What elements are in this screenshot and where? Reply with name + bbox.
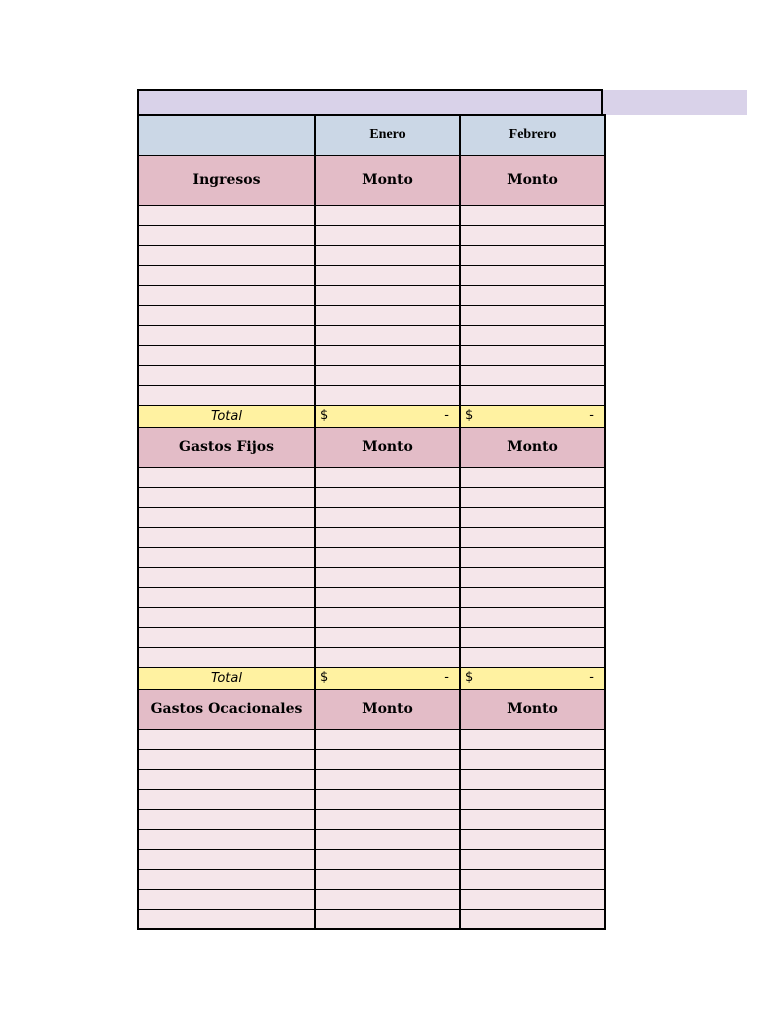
amount-header[interactable]: Monto [460, 427, 605, 467]
amount-header[interactable]: Monto [315, 155, 460, 205]
item-cell[interactable] [138, 769, 315, 789]
amount-cell[interactable] [460, 345, 605, 365]
month-header-row [138, 115, 605, 155]
month-header-enero[interactable]: Enero [315, 115, 460, 155]
item-cell[interactable] [138, 627, 315, 647]
amount-cell[interactable] [460, 849, 605, 869]
table-row [138, 729, 605, 749]
item-cell[interactable] [138, 527, 315, 547]
section-label[interactable]: Gastos Fijos [138, 427, 315, 467]
table-row [138, 205, 605, 225]
amount-cell[interactable] [315, 225, 460, 245]
amount-cell[interactable] [315, 305, 460, 325]
total-row-ingresos [138, 405, 605, 427]
item-cell[interactable] [138, 607, 315, 627]
title-bar-border [137, 89, 603, 115]
currency-symbol: $ [465, 669, 474, 685]
amount-cell[interactable] [460, 729, 605, 749]
total-amount-cell[interactable] [315, 405, 460, 427]
table-row [138, 365, 605, 385]
amount-cell[interactable] [460, 487, 605, 507]
amount-cell[interactable] [460, 285, 605, 305]
amount-cell[interactable] [460, 527, 605, 547]
amount-cell[interactable] [315, 607, 460, 627]
item-cell[interactable] [138, 749, 315, 769]
amount-cell[interactable] [460, 305, 605, 325]
item-cell[interactable] [138, 829, 315, 849]
table-row [138, 385, 605, 405]
month-header-febrero[interactable]: Febrero [460, 115, 605, 155]
amount-cell[interactable] [460, 365, 605, 385]
amount-cell[interactable] [460, 829, 605, 849]
amount-cell[interactable] [315, 849, 460, 869]
section-header-ingresos [138, 155, 605, 205]
table-row [138, 547, 605, 567]
table-row [138, 245, 605, 265]
item-cell[interactable] [138, 467, 315, 487]
item-cell[interactable] [138, 205, 315, 225]
amount-cell[interactable] [315, 889, 460, 909]
item-cell[interactable] [138, 507, 315, 527]
table-row [138, 647, 605, 667]
amount-cell[interactable] [460, 245, 605, 265]
amount-cell[interactable] [460, 789, 605, 809]
amount-cell[interactable] [315, 345, 460, 365]
amount-cell[interactable] [315, 205, 460, 225]
item-cell[interactable] [138, 305, 315, 325]
amount-cell[interactable] [315, 587, 460, 607]
item-cell[interactable] [138, 849, 315, 869]
amount-cell[interactable] [315, 829, 460, 849]
amount-cell[interactable] [315, 507, 460, 527]
item-cell[interactable] [138, 487, 315, 507]
amount-cell[interactable] [460, 647, 605, 667]
amount-cell[interactable] [315, 869, 460, 889]
amount-cell[interactable] [315, 729, 460, 749]
amount-cell[interactable] [460, 889, 605, 909]
item-cell[interactable] [138, 225, 315, 245]
amount-cell[interactable] [460, 769, 605, 789]
amount-cell[interactable] [315, 809, 460, 829]
table-row [138, 749, 605, 769]
amount-cell[interactable] [315, 909, 460, 929]
amount-cell[interactable] [460, 385, 605, 405]
section-label[interactable]: Ingresos [138, 155, 315, 205]
table-row [138, 909, 605, 929]
item-cell[interactable] [138, 245, 315, 265]
item-cell[interactable] [138, 547, 315, 567]
amount-cell[interactable] [315, 567, 460, 587]
amount-cell[interactable] [460, 567, 605, 587]
section-header-gastos_ocasionales [138, 689, 605, 729]
table-row [138, 889, 605, 909]
table-row [138, 225, 605, 245]
month-header-blank[interactable] [138, 115, 315, 155]
amount-cell[interactable] [460, 547, 605, 567]
table-row [138, 305, 605, 325]
item-cell[interactable] [138, 729, 315, 749]
table-row [138, 829, 605, 849]
currency-symbol: $ [465, 407, 474, 423]
amount-cell[interactable] [315, 547, 460, 567]
amount-cell[interactable] [460, 809, 605, 829]
item-cell[interactable] [138, 587, 315, 607]
amount-cell[interactable] [460, 325, 605, 345]
item-cell[interactable] [138, 809, 315, 829]
amount-cell[interactable] [460, 749, 605, 769]
table-row [138, 607, 605, 627]
total-value: - [444, 669, 449, 685]
amount-cell[interactable] [460, 627, 605, 647]
total-label[interactable]: Total [138, 667, 315, 689]
item-cell[interactable] [138, 909, 315, 929]
amount-cell[interactable] [315, 285, 460, 305]
table-row [138, 627, 605, 647]
budget-table [137, 114, 606, 930]
table-row [138, 487, 605, 507]
table-row [138, 467, 605, 487]
amount-cell[interactable] [315, 385, 460, 405]
amount-header[interactable]: Monto [460, 155, 605, 205]
item-cell[interactable] [138, 285, 315, 305]
table-row [138, 265, 605, 285]
table-row [138, 285, 605, 305]
amount-cell[interactable] [460, 587, 605, 607]
item-cell[interactable] [138, 869, 315, 889]
section-header-gastos_fijos [138, 427, 605, 467]
amount-cell[interactable] [460, 869, 605, 889]
total-value: - [589, 669, 594, 685]
table-row [138, 527, 605, 547]
amount-cell[interactable] [315, 487, 460, 507]
item-cell[interactable] [138, 647, 315, 667]
amount-cell[interactable] [315, 627, 460, 647]
total-value: - [444, 407, 449, 423]
table-row [138, 345, 605, 365]
amount-cell[interactable] [315, 647, 460, 667]
table-row [138, 507, 605, 527]
amount-cell[interactable] [315, 325, 460, 345]
total-value: - [589, 407, 594, 423]
currency-symbol: $ [320, 407, 329, 423]
table-row [138, 769, 605, 789]
item-cell[interactable] [138, 265, 315, 285]
amount-cell[interactable] [460, 467, 605, 487]
amount-cell[interactable] [315, 769, 460, 789]
table-row [138, 325, 605, 345]
amount-cell[interactable] [460, 909, 605, 929]
table-row [138, 869, 605, 889]
total-amount-cell[interactable] [460, 405, 605, 427]
item-cell[interactable] [138, 789, 315, 809]
amount-cell[interactable] [460, 225, 605, 245]
section-label[interactable]: Gastos Ocacionales [138, 689, 315, 729]
table-row [138, 567, 605, 587]
table-row [138, 587, 605, 607]
amount-cell[interactable] [460, 607, 605, 627]
table-row [138, 789, 605, 809]
amount-cell[interactable] [315, 527, 460, 547]
item-cell[interactable] [138, 889, 315, 909]
amount-cell[interactable] [315, 749, 460, 769]
amount-cell[interactable] [315, 265, 460, 285]
amount-cell[interactable] [315, 467, 460, 487]
table-row [138, 809, 605, 829]
total-label[interactable]: Total [138, 405, 315, 427]
item-cell[interactable] [138, 345, 315, 365]
item-cell[interactable] [138, 325, 315, 345]
item-cell[interactable] [138, 385, 315, 405]
amount-header[interactable]: Monto [315, 427, 460, 467]
amount-cell[interactable] [315, 789, 460, 809]
amount-cell[interactable] [315, 365, 460, 385]
amount-cell[interactable] [460, 507, 605, 527]
table-row [138, 849, 605, 869]
item-cell[interactable] [138, 567, 315, 587]
total-amount-cell[interactable] [460, 667, 605, 689]
amount-cell[interactable] [460, 265, 605, 285]
item-cell[interactable] [138, 365, 315, 385]
total-row-gastos_fijos [138, 667, 605, 689]
amount-header[interactable]: Monto [315, 689, 460, 729]
amount-cell[interactable] [315, 245, 460, 265]
amount-cell[interactable] [460, 205, 605, 225]
total-amount-cell[interactable] [315, 667, 460, 689]
amount-header[interactable]: Monto [460, 689, 605, 729]
currency-symbol: $ [320, 669, 329, 685]
